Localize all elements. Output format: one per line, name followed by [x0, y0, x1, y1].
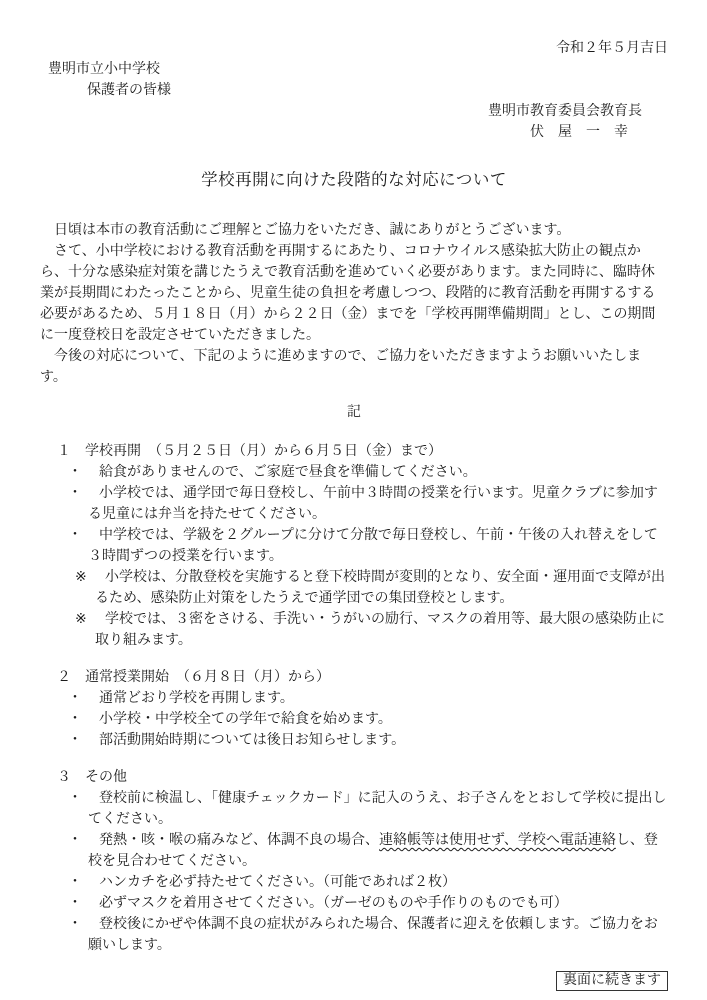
item-text-pre: 発熱・咳・喉の痛みなど、体調不良の場合、	[99, 833, 379, 848]
section-heading	[57, 667, 668, 688]
note-item	[40, 567, 668, 609]
bullet-marker: ・	[68, 917, 82, 932]
bullet-marker: ・	[68, 875, 82, 890]
record-marker: 記	[347, 405, 361, 420]
note-marker: ※	[75, 612, 87, 627]
bullet-marker: ・	[68, 712, 82, 727]
sender-name: 伏 屋 一 幸	[530, 125, 628, 140]
list-item	[40, 688, 668, 709]
recipient-school: 豊明市立小中学校	[48, 62, 160, 77]
section-school-reopen	[40, 441, 668, 651]
item-text: 学校では、３密をさける、手洗い・うがいの励行、マスクの着用等、最大限の感染防止に取り組みます。	[95, 612, 665, 648]
bullet-marker: ・	[68, 896, 82, 911]
list-item	[40, 483, 668, 525]
item-text: 小学校は、分散登校を実施すると登下校時間が変則的となり、安全面・運用面で支障が出るため、感染防止対策をしたうえで通学団での集団登校とします。	[95, 570, 665, 606]
bullet-marker: ・	[68, 486, 82, 501]
item-text: 部活動開始時期については後日お知らせします。	[99, 733, 406, 748]
item-text-underlined: 連絡帳等は使用せず、学校へ電話連絡	[379, 833, 616, 848]
continuation-note-box: 裏面に続きます	[556, 971, 668, 991]
bullet-marker: ・	[68, 733, 82, 748]
item-text: 登校後にかぜや体調不良の症状がみられた場合、保護者に迎えを依頼します。ご協力をお願いします。	[88, 917, 658, 953]
bullet-marker: ・	[68, 691, 82, 706]
list-item	[40, 788, 668, 830]
section-number: ２	[57, 670, 71, 685]
section-heading-text: 学校再開 （５月２５日（月）から６月５日（金）まで）	[85, 444, 442, 459]
item-text-post: し、登校を見合わせてください。	[88, 833, 658, 869]
list-item	[40, 462, 668, 483]
section-heading	[57, 441, 668, 462]
intro-paragraphs	[40, 220, 668, 388]
list-item	[40, 830, 668, 872]
bullet-marker: ・	[68, 465, 82, 480]
list-item	[40, 730, 668, 751]
item-text: 通常どおり学校を再開します。	[99, 691, 294, 706]
note-item	[40, 609, 668, 651]
recipient-guardians: 保護者の皆様	[87, 83, 171, 98]
document-title: 学校再開に向けた段階的な対応について	[201, 170, 507, 189]
bullet-marker: ・	[68, 528, 82, 543]
intro-paragraph: 今後の対応について、下記のように進めますので、ご協力をいただきますようお願いいたします。	[40, 349, 642, 385]
list-item	[40, 525, 668, 567]
section-heading-text: その他	[85, 770, 127, 785]
item-text: 給食がありませんので、ご家庭で昼食を準備してください。	[99, 465, 477, 480]
list-item	[40, 872, 668, 893]
section-normal-classes	[40, 667, 668, 751]
sender-title: 豊明市教育委員会教育長	[488, 104, 642, 119]
list-item	[40, 914, 668, 956]
date-line: 令和２年５月吉日	[556, 41, 668, 56]
intro-paragraph: さて、小中学校における教育活動を再開するにあたり、コロナウイルス感染拡大防止の観点から、十分な感染症対策を講じたうえで教育活動を進めていく必要があります。また同時に、臨時休業が長期間にわたったことから、児童生徒の負担を考慮しつつ、段階的に教育活動を再開するする必要があるため、５月１８日（月）から２２日（金）までを「学校再開準備期間」とし、この期間に一度登校日を設定させていただきました。	[40, 244, 656, 343]
section-others	[40, 767, 668, 956]
item-text: 必ずマスクを着用させてください。（ガーゼのものや手作りのものでも可）	[99, 896, 568, 911]
list-item	[40, 893, 668, 914]
section-number: １	[57, 444, 71, 459]
section-number: ３	[57, 770, 71, 785]
section-heading	[57, 767, 668, 788]
list-item	[40, 709, 668, 730]
item-text: 中学校では、学級を２グループに分けて分散で毎日登校し、午前・午後の入れ替えをして３時間ずつの授業を行います。	[88, 528, 658, 564]
item-text: 小学校では、通学団で毎日登校し、午前中３時間の授業を行います。児童クラブに参加する児童には弁当を持たせてください。	[88, 486, 658, 522]
intro-paragraph: 日頃は本市の教育活動にご理解とご協力をいただき、誠にありがとうございます。	[54, 223, 571, 238]
bullet-marker: ・	[68, 791, 82, 806]
bullet-marker: ・	[68, 833, 82, 848]
note-marker: ※	[75, 570, 87, 585]
section-heading-text: 通常授業開始 （６月８日（月）から）	[85, 670, 330, 685]
item-text: ハンカチを必ず持たせてください。（可能であれば２枚）	[99, 875, 456, 890]
item-text: 小学校・中学校全ての学年で給食を始めます。	[99, 712, 392, 727]
footer	[40, 970, 668, 991]
item-text: 登校前に検温し、「健康チェックカード」に記入のうえ、お子さんをとおして学校に提出してください。	[88, 791, 667, 827]
